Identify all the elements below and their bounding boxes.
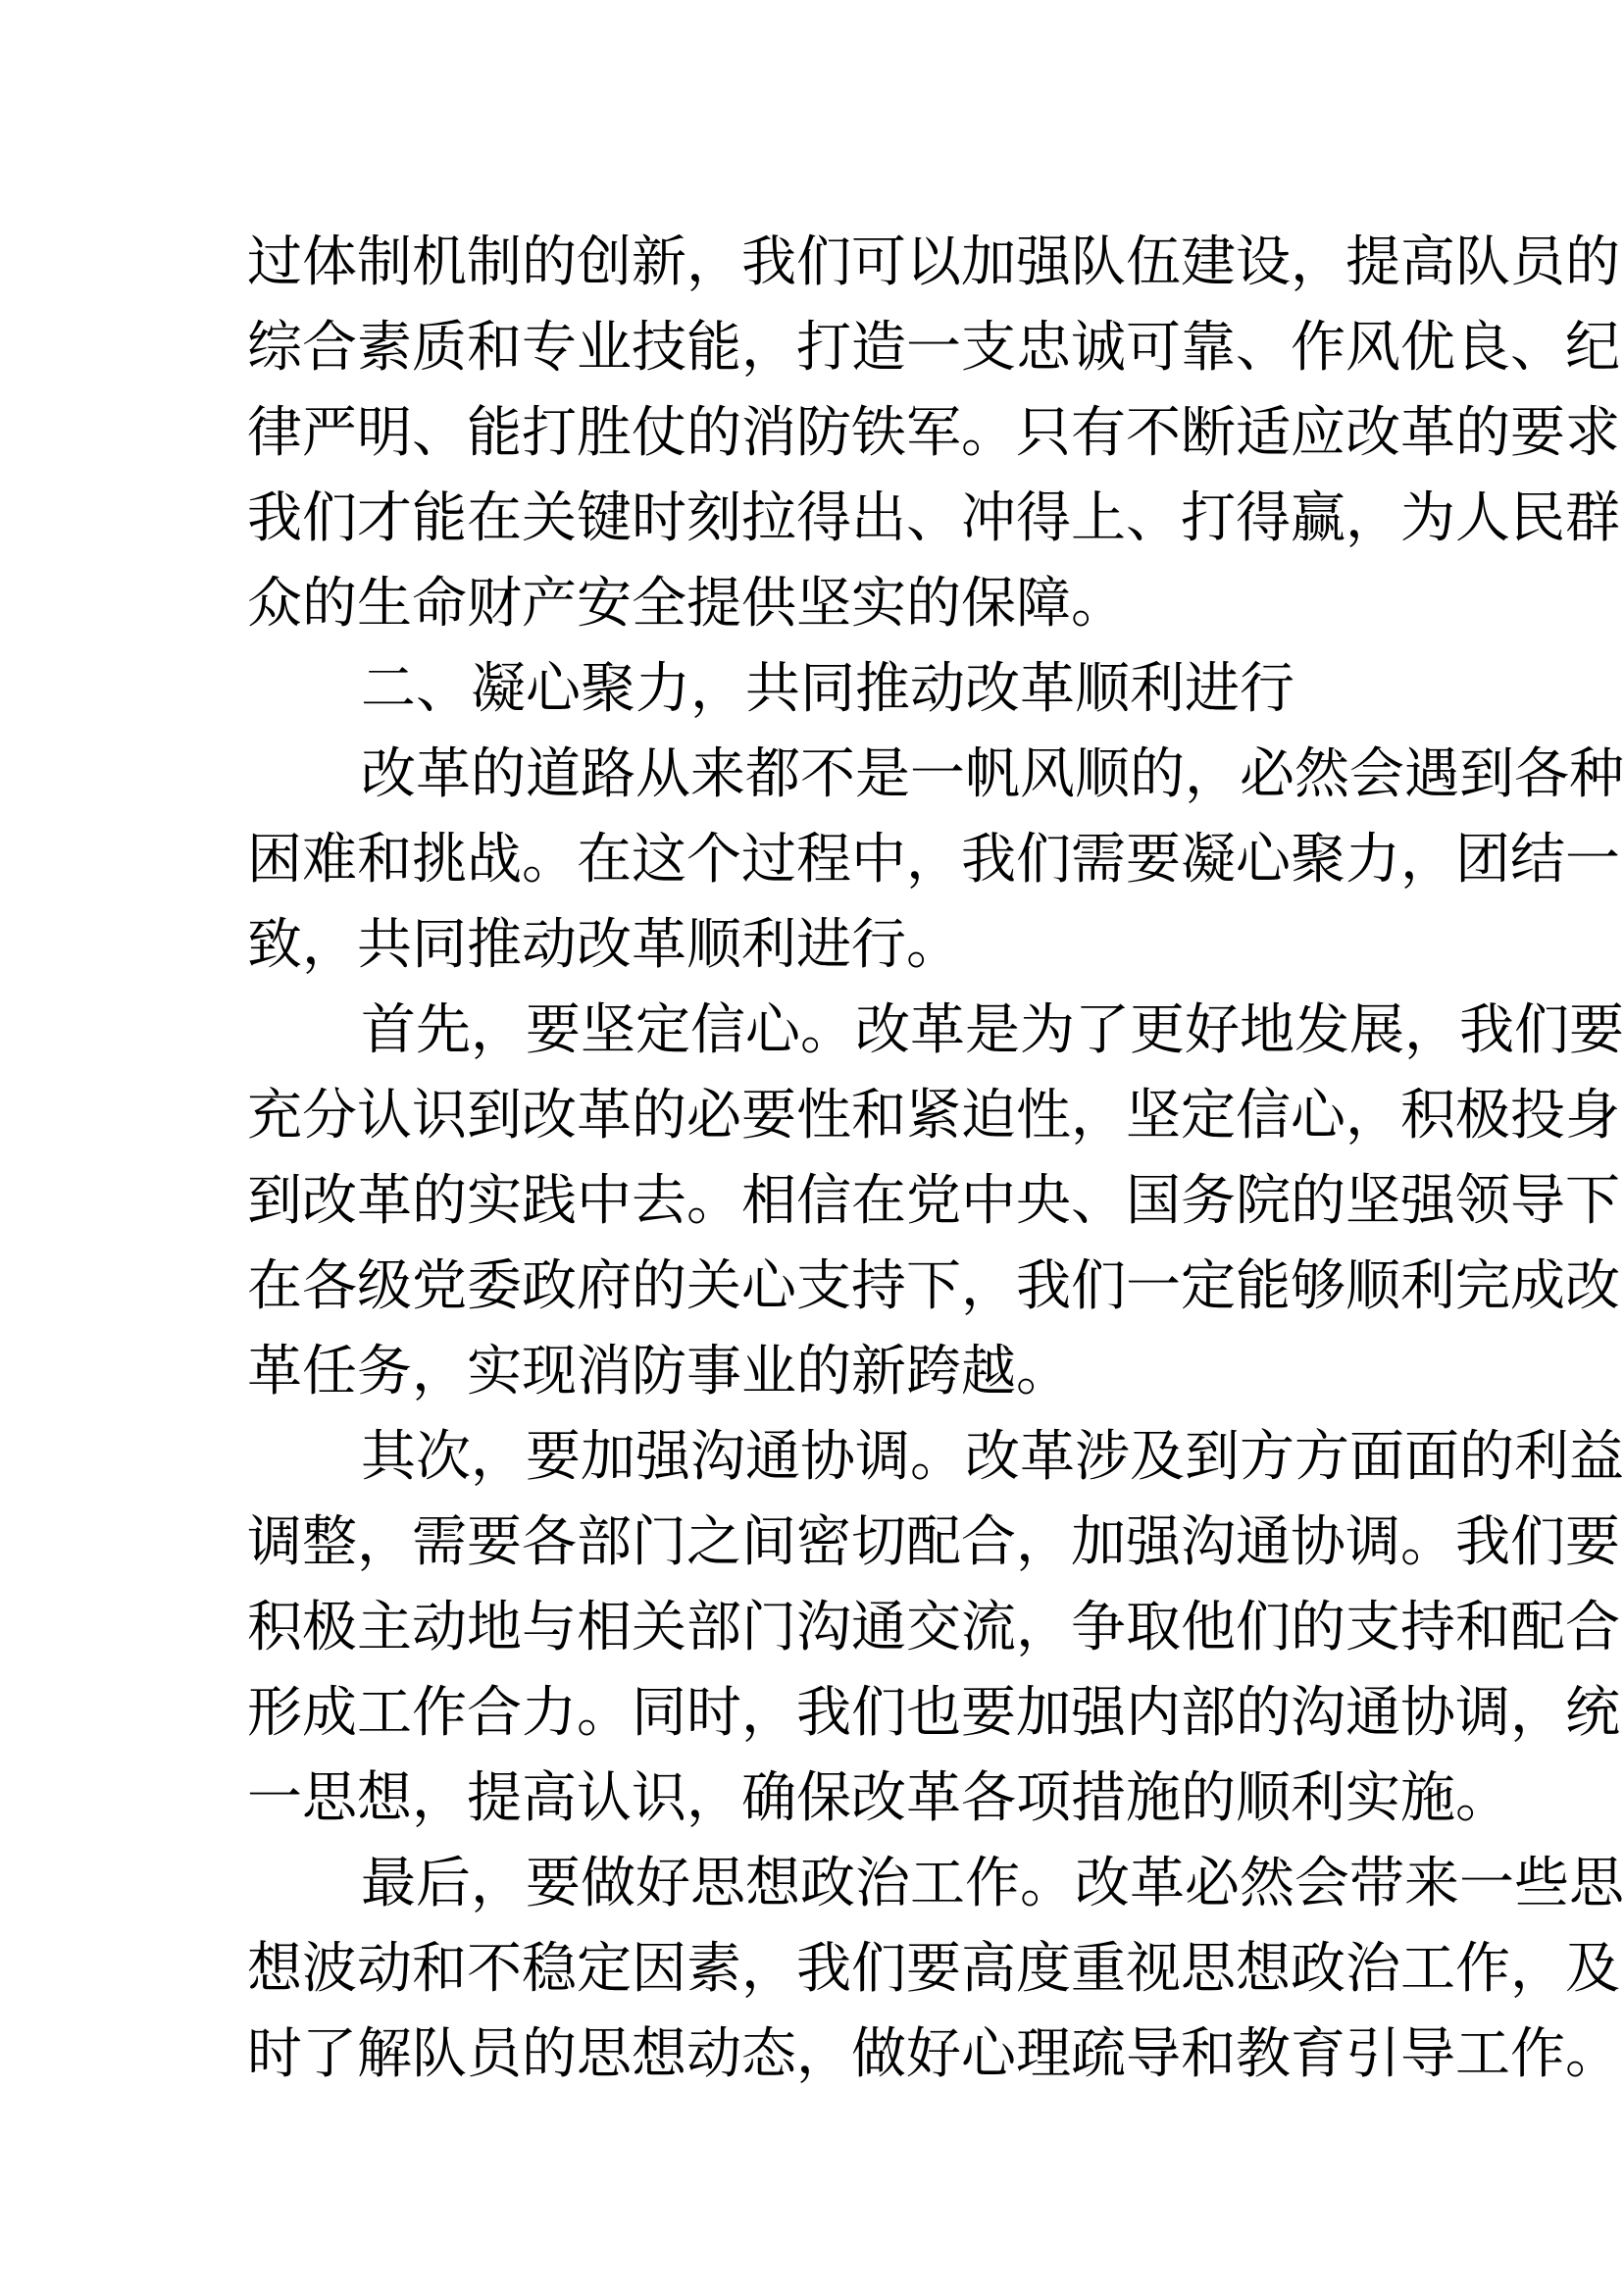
text-line: 形成工作合力。同时，我们也要加强内部的沟通协调，统	[247, 1681, 1620, 1745]
text-line: 积极主动地与相关部门沟通交流，争取他们的支持和配合	[247, 1596, 1620, 1659]
text-line: 其次，要加强沟通协调。改革涉及到方方面面的利益	[361, 1425, 1624, 1489]
text-line: 首先，要坚定信心。改革是为了更好地发展，我们要	[361, 998, 1624, 1062]
text-line: 改革的道路从来都不是一帆风顺的，必然会遇到各种	[361, 742, 1624, 806]
text-line: 困难和挑战。在这个过程中，我们需要凝心聚力，团结一	[247, 828, 1620, 892]
paragraph	[247, 1414, 1624, 1841]
text-line: 一思想，提高认识，确保改革各项措施的顺利实施。	[247, 1766, 1510, 1830]
text-line: 调整，需要各部门之间密切配合，加强沟通协调。我们要	[247, 1510, 1620, 1574]
text-line: 过体制机制的创新，我们可以加强队伍建设，提高队员的	[247, 230, 1620, 294]
text-line: 众的生命财产安全提供坚实的保障。	[247, 572, 1126, 636]
text-line: 二、凝心聚力，共同推动改革顺利进行	[361, 657, 1294, 721]
paragraph	[247, 220, 1620, 646]
text-line: 律严明、能打胜仗的消防铁军。只有不断适应改革的要求	[247, 401, 1620, 465]
text-line: 想波动和不稳定因素，我们要高度重视思想政治工作，及	[247, 1937, 1620, 2001]
text-line: 综合素质和专业技能，打造一支忠诚可靠、作风优良、纪	[247, 316, 1620, 380]
document-page	[247, 220, 1624, 2097]
paragraph	[247, 988, 1624, 1414]
paragraph	[247, 1841, 1624, 2097]
text-line: 我们才能在关键时刻拉得出、冲得上、打得赢，为人民群	[247, 486, 1620, 550]
paragraph	[247, 732, 1624, 988]
text-line: 时了解队员的思想动态，做好心理疏导和教育引导工作。	[247, 2022, 1620, 2086]
text-line: 最后，要做好思想政治工作。改革必然会带来一些思	[361, 1852, 1624, 1915]
text-line: 到改革的实践中去。相信在党中央、国务院的坚强领导下	[247, 1169, 1620, 1233]
text-line: 致，共同推动改革顺利进行。	[247, 913, 961, 977]
text-line: 革任务，实现消防事业的新跨越。	[247, 1340, 1071, 1403]
section-heading	[247, 646, 1383, 732]
text-line: 充分认识到改革的必要性和紧迫性，坚定信心，积极投身	[247, 1084, 1620, 1147]
text-line: 在各级党委政府的关心支持下，我们一定能够顺利完成改	[247, 1254, 1620, 1318]
